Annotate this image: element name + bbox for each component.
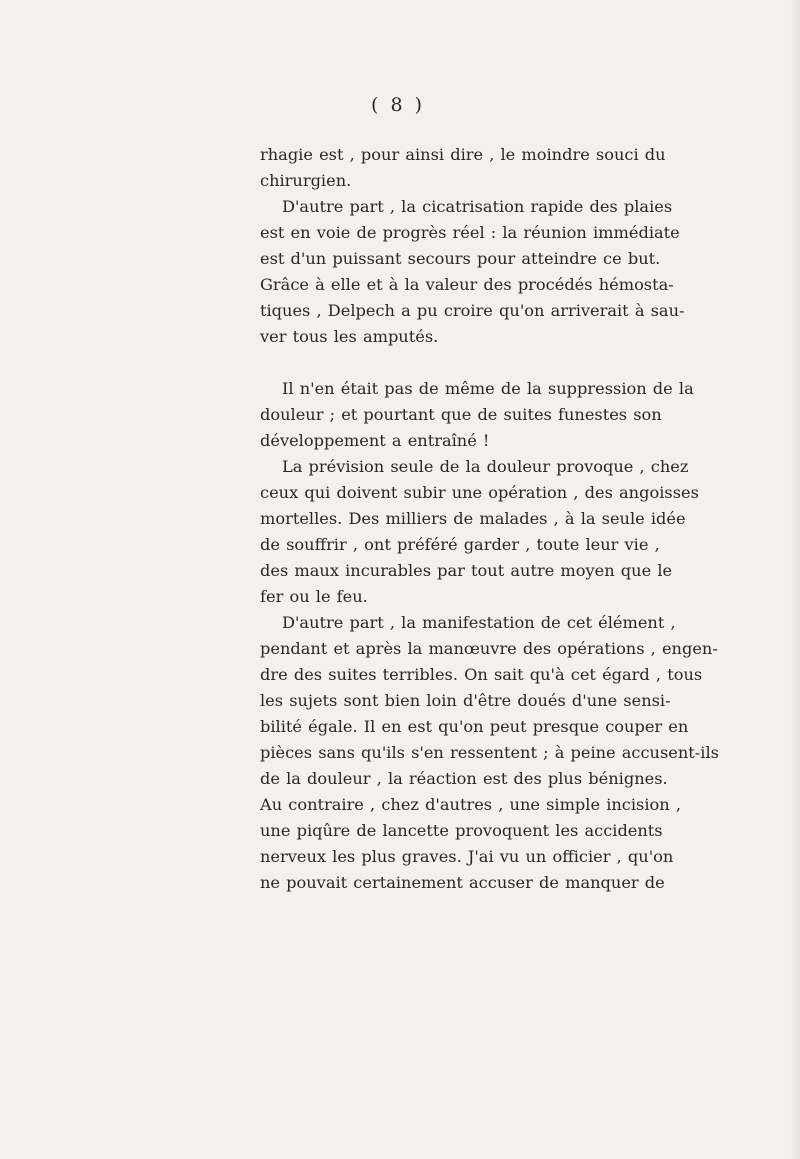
paragraph-1 (260, 142, 666, 194)
page-edge-shadow (790, 0, 800, 1159)
paragraph-5 (260, 610, 719, 896)
text-line: une piqûre de lancette provoquent les accidents (260, 821, 663, 840)
text-line: nerveux les plus graves. J'ai vu un officier , qu'on (260, 847, 674, 866)
text-line: est d'un puissant secours pour atteindre ce but. (260, 249, 661, 268)
text-line: de la douleur , la réaction est des plus bénignes. (260, 769, 668, 788)
text-line: D'autre part , la manifestation de cet élément , (282, 613, 676, 632)
text-line: chirurgien. (260, 171, 352, 190)
paragraph-2 (260, 194, 685, 350)
text-line: ceux qui doivent subir une opération , des angoisses (260, 483, 699, 502)
text-line: dre des suites terribles. On sait qu'à cet égard , tous (260, 665, 703, 684)
text-line: douleur ; et pourtant que de suites funestes son (260, 405, 662, 424)
text-line: Au contraire , chez d'autres , une simple incision , (260, 795, 681, 814)
text-line: pendant et après la manœuvre des opérations , engen- (260, 639, 718, 658)
text-line: mortelles. Des milliers de malades , à la seule idée (260, 509, 686, 528)
text-line: La prévision seule de la douleur provoque , chez (282, 457, 689, 476)
text-line: pièces sans qu'ils s'en ressentent ; à peine accusent-ils (260, 743, 719, 762)
text-line: bilité égale. Il en est qu'on peut presque couper en (260, 717, 689, 736)
text-line: des maux incurables par tout autre moyen que le (260, 561, 673, 580)
paragraph-gap (260, 350, 652, 376)
paragraph-3 (260, 376, 694, 454)
text-line: ver tous les amputés. (260, 327, 439, 346)
page-number: ( 8 ) (371, 94, 425, 116)
text-line: développement a entraîné ! (260, 431, 490, 450)
text-line: ne pouvait certainement accuser de manquer de (260, 873, 665, 892)
text-line: Il n'en était pas de même de la suppression de la (282, 379, 694, 398)
text-line: les sujets sont bien loin d'être doués d'une sensi- (260, 691, 671, 710)
text-line: de souffrir , ont préféré garder , toute leur vie , (260, 535, 660, 554)
text-line: fer ou le feu. (260, 587, 368, 606)
text-line: est en voie de progrès réel : la réunion immédiate (260, 223, 680, 242)
paragraph-4 (260, 454, 699, 610)
text-line: Grâce à elle et à la valeur des procédés hémosta- (260, 275, 674, 294)
text-line: tiques , Delpech a pu croire qu'on arriverait à sau- (260, 301, 685, 320)
text-line: rhagie est , pour ainsi dire , le moindre souci du (260, 145, 666, 164)
text-line: D'autre part , la cicatrisation rapide des plaies (282, 197, 673, 216)
body-text (260, 142, 719, 896)
